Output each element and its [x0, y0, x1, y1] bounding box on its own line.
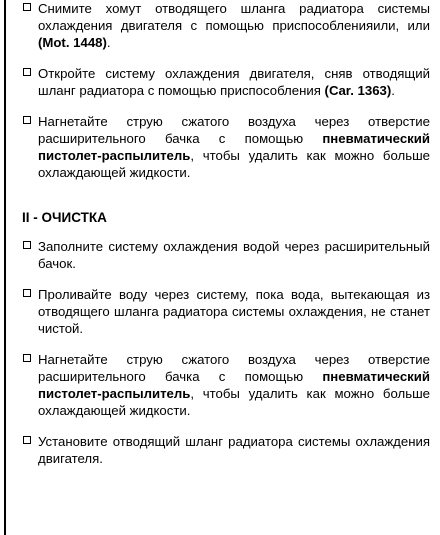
- left-margin-rule: [4, 0, 6, 535]
- checkbox-bullet-icon: [23, 68, 31, 76]
- tool-name: пневматический пистолет-распылитель: [38, 131, 430, 163]
- list-item: [22, 0, 430, 51]
- list-item: [22, 65, 430, 99]
- list-item-text: [38, 433, 430, 467]
- checkbox-bullet-icon: [23, 116, 31, 124]
- list-item-text: [38, 0, 430, 51]
- text-run: , чтобы удалить как можно больше охлаждающей жидкости.: [38, 386, 430, 418]
- text-run: .: [106, 35, 111, 50]
- steps-list-before: [22, 0, 430, 181]
- list-item: [22, 351, 430, 419]
- tool-name: пневматический пистолет-распылитель: [38, 369, 430, 401]
- text-run: Заполните систему охлаждения водой через расширительный бачок.: [38, 239, 430, 271]
- text-run: Установите отводящий шланг радиатора системы охлаждения двигателя.: [38, 434, 430, 466]
- document-body: [22, 0, 430, 481]
- checkbox-bullet-icon: [23, 3, 31, 11]
- list-item-text: [38, 351, 430, 419]
- steps-list-after: [22, 238, 430, 467]
- checkbox-bullet-icon: [23, 354, 31, 362]
- text-run: .: [391, 83, 395, 98]
- text-run: Нагнетайте струю сжатого воздуха через отверстие расширительного бачка с помощью: [38, 114, 430, 146]
- list-item: [22, 113, 430, 181]
- list-item-text: [38, 113, 430, 181]
- section-heading: II - ОЧИСТКА: [22, 210, 107, 225]
- list-item: [22, 433, 430, 467]
- tool-reference: (Car. 1363): [324, 83, 392, 98]
- text-run: , чтобы удалить как можно больше охлаждающей жидкости.: [38, 148, 430, 180]
- list-item: [22, 286, 430, 337]
- tool-reference: (Mot. 1448): [38, 35, 107, 50]
- checkbox-bullet-icon: [23, 289, 31, 297]
- list-item-text: [38, 65, 430, 99]
- checkbox-bullet-icon: [23, 436, 31, 444]
- list-item-text: [38, 286, 430, 337]
- list-item: [22, 238, 430, 272]
- text-run: Откройте систему охлаждения двигателя, сняв отводящий шланг радиатора с помощью приспособления: [38, 66, 430, 98]
- text-run: Нагнетайте струю сжатого воздуха через отверстие расширительного бачка с помощью: [38, 352, 430, 384]
- list-item-text: [38, 238, 430, 272]
- checkbox-bullet-icon: [23, 241, 31, 249]
- text-run: Снимите хомут отводящего шланга радиатора системы охлаждения двигателя с помощью приспособленияили, или: [38, 1, 430, 33]
- text-run: Проливайте воду через систему, пока вода, вытекающая из отводящего шланга радиатора системы охлаждения, не станет чистой.: [38, 287, 430, 336]
